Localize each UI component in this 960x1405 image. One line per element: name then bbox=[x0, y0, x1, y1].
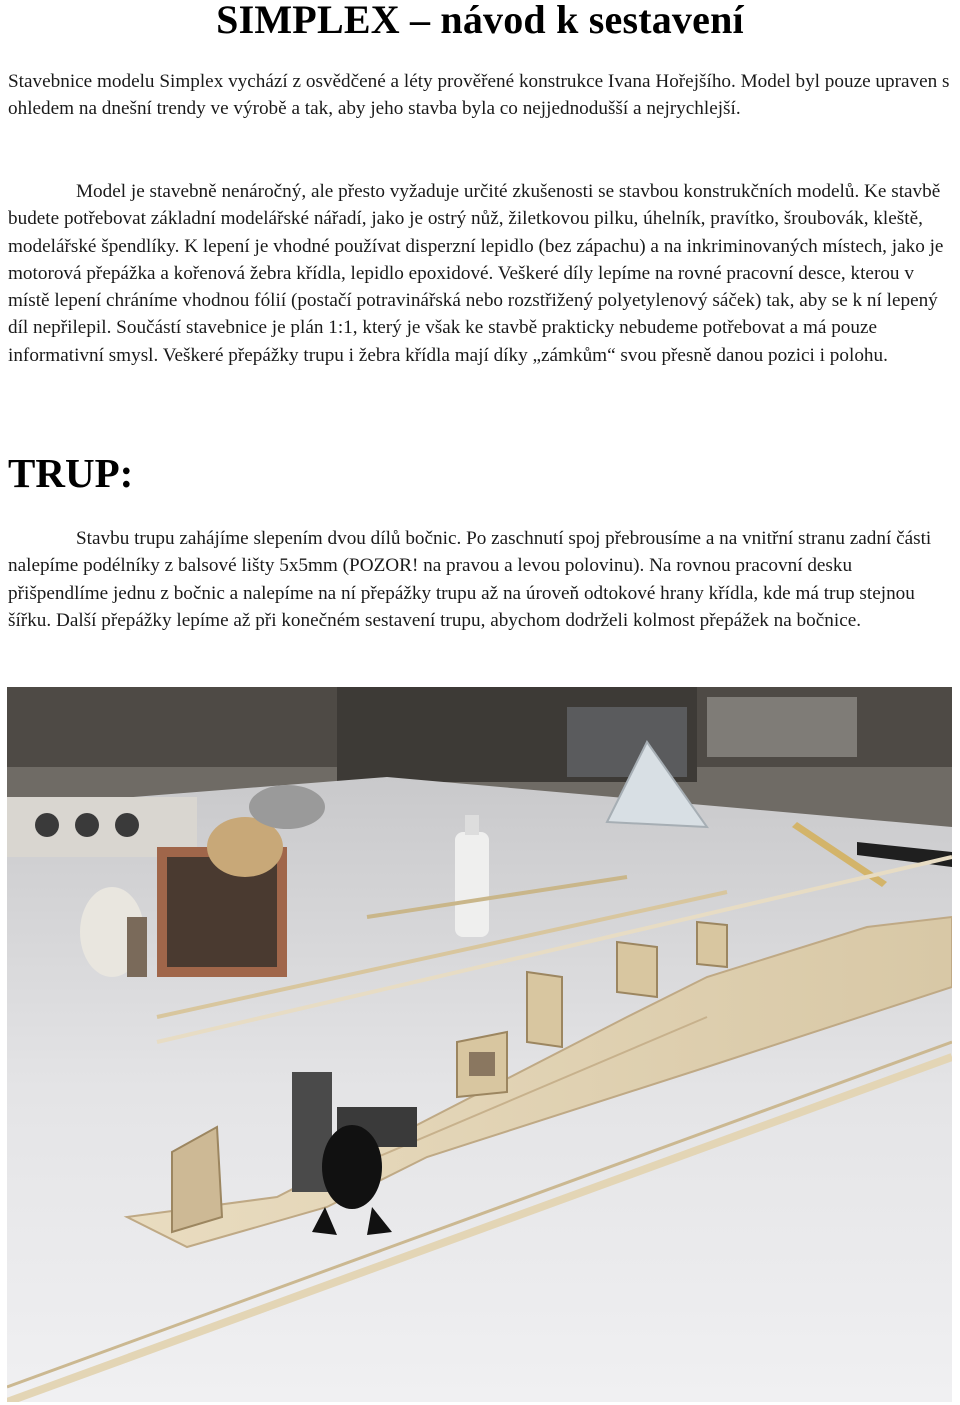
trup-paragraph bbox=[8, 525, 952, 634]
intro-paragraph: Stavebnice modelu Simplex vychází z osvědčené a léty prověřené konstrukce Ivana Hořejšího. Model byl pouze upraven s ohledem na dnešní trendy ve výrobě a tak, aby jeho stavba byla co nejjednodušší a nejrychlejší. bbox=[8, 71, 950, 120]
requirements-text: Model je stavebně nenáročný, ale přesto vyžaduje určité zkušenosti se stavbou konstrukčních modelů. Ke stavbě budete potřebovat základní modelářské nářadí, jako je ostrý nůž, žiletkovou pilku, úhelník, pravítko, šroubovák, kleště, modelářské špendlíky. K lepení je vhodné používat disperzní lepidlo (bez zápachu) a na inkriminovaných místech, jako je motorová přepážka a kořenová žebra křídla, lepidlo epoxidové. Veškeré díly lepíme na rovné pracovní desce, kterou v místě lepení chráníme vhodnou fólií (postačí potravinářská nebo rozstřižený polyetylenový sáček) tak, aby se k ní lepený díl nepřilepil. Součástí stavebnice je plán 1:1, který je však ke stavbě prakticky nebudeme potřebovat a má pouze informativní smysl. Veškeré přepážky trupu i žebra křídla mají díky „zámkům“ svou přesně danou pozici i polohu. bbox=[8, 181, 944, 366]
requirements-paragraph bbox=[8, 178, 952, 369]
section-heading-trup: TRUP: bbox=[8, 450, 134, 496]
trup-text: Stavbu trupu zahájíme slepením dvou dílů bočnic. Po zaschnutí spoj přebrousíme a na vnitřní stranu zadní části nalepíme podélníky z balsové lišty 5x5mm (POZOR! na pravou a levou polovinu). Na rovnou pracovní desku přišpendlíme jednu z bočnic a nalepíme na ní přepážky trupu až na úroveň odtokové hrany křídla, kde má trup stejnou šířku. Další přepážky lepíme až při konečném sestavení trupu, abychom dodrželi kolmost přepážek na bočnice. bbox=[8, 528, 932, 631]
document-title: SIMPLEX – návod k sestavení bbox=[216, 0, 744, 42]
workbench-photo-drawing bbox=[7, 687, 952, 1402]
workbench-photo bbox=[7, 687, 952, 1402]
